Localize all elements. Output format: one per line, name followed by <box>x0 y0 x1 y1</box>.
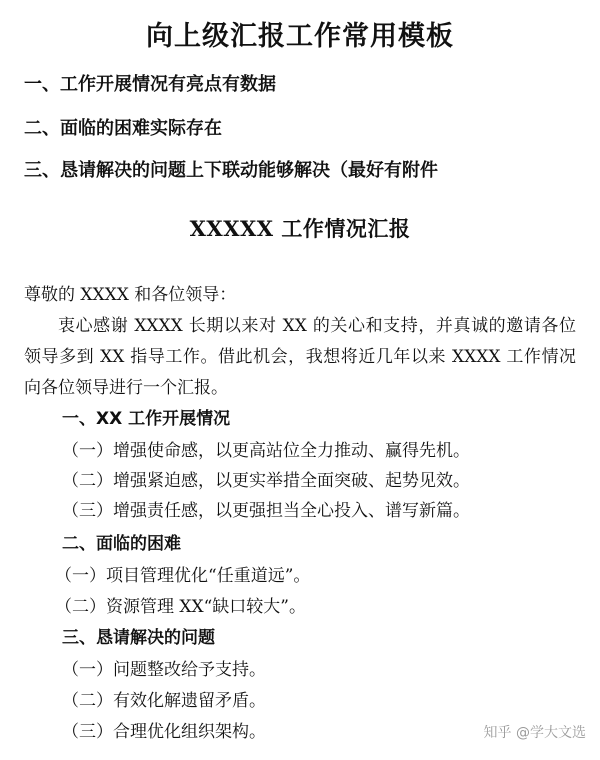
section-3-item-1: （一）问题整改给予支持。 <box>62 660 266 680</box>
section-1-item-1: （一）增强使命感，以更高站位全力推动、赢得先机。 <box>62 441 470 461</box>
section-3-item-2: （二）有效化解遗留矛盾。 <box>62 691 266 711</box>
template-item-1: 一、工作开展情况有亮点有数据 <box>24 74 276 95</box>
template-item-2: 二、面临的困难实际存在 <box>24 118 222 139</box>
zhihu-watermark: 知乎 @学大文选 <box>483 725 586 741</box>
section-heading-1: 一、XX 工作开展情况 <box>62 409 231 429</box>
intro-paragraph: 衷心感谢 XXXX 长期以来对 XX 的关心和支持，并真诚的邀请各位领导多到 XX 指导工作。借此机会，我想将近几年以来 XXXX 工作情况向各位领导进行一个汇报。 <box>24 316 576 398</box>
section-1-item-2: （二）增强紧迫感，以更实举措全面突破、起势见效。 <box>62 471 470 491</box>
section-heading-3: 三、恳请解决的问题 <box>62 628 215 648</box>
section-2-item-1: （一）项目管理优化“任重道远”。 <box>55 566 311 586</box>
section-2-item-2: （二）资源管理 XX“缺口较大”。 <box>55 597 306 617</box>
salutation: 尊敬的 XXXX 和各位领导： <box>24 285 237 305</box>
section-3-item-3: （三）合理优化组织架构。 <box>62 722 266 742</box>
template-item-3: 三、恳请解决的问题上下联动能够解决（最好有附件 <box>24 160 438 181</box>
report-title: XXXXX 工作情况汇报 <box>189 216 411 241</box>
section-1-item-3: （三）增强责任感，以更强担当全心投入、谱写新篇。 <box>62 501 470 521</box>
section-heading-2: 二、面临的困难 <box>62 534 181 554</box>
template-title: 向上级汇报工作常用模板 <box>146 21 454 52</box>
